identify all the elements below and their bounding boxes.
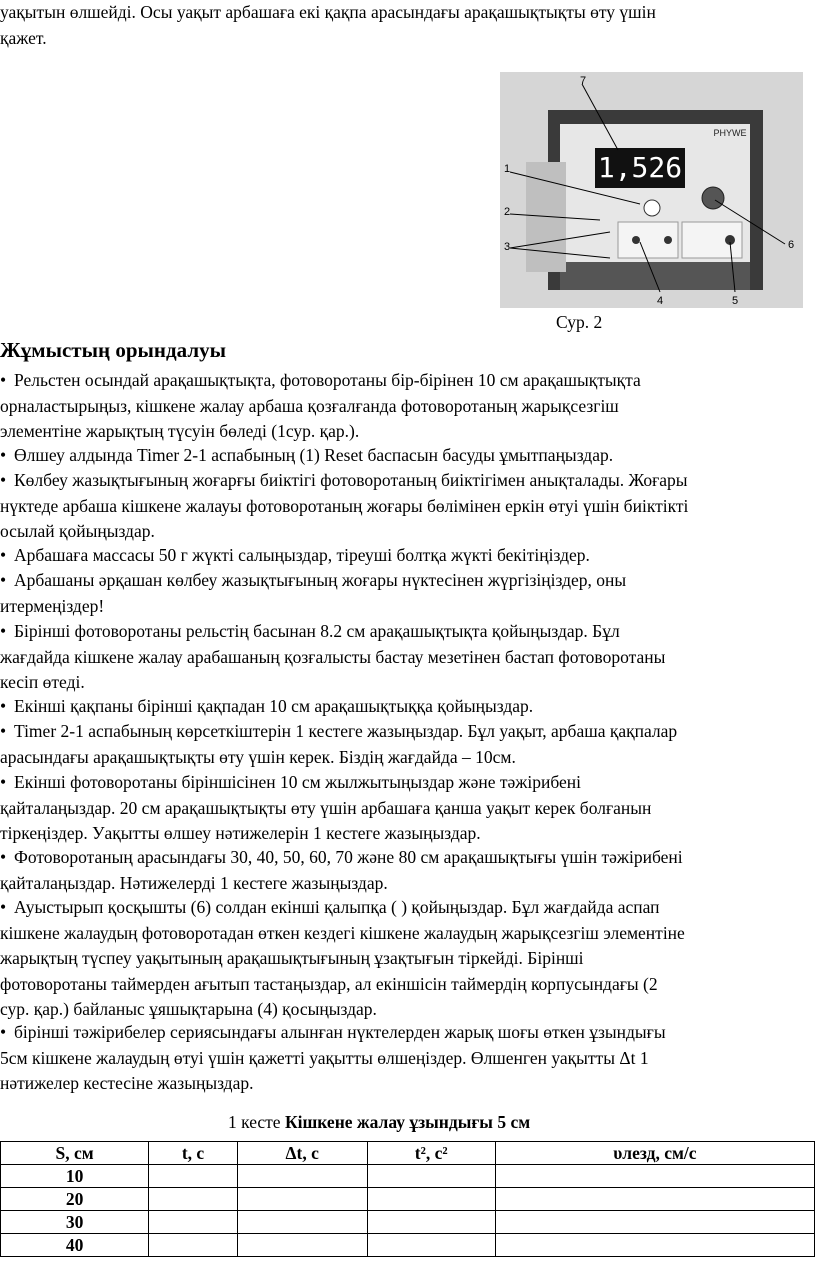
callout-6: 6	[788, 239, 795, 251]
instruction-line: қайталаңыздар. Нәтижелерді 1 кестеге жазыңыздар.	[0, 872, 388, 893]
instruction-line: Арбашаны әрқашан көлбеу жазықтығының жоғары нүктесінен жүргізіңіздер, оны	[14, 570, 627, 590]
table-caption-prefix: 1 кесте	[228, 1112, 281, 1132]
display-readout: 1,526	[597, 151, 683, 184]
instruction-line: Ауыстырып қосқышты (6) солдан екінші қалыпқа ( ) қойыңыздар. Бұл жағдайда аспап	[14, 897, 660, 917]
intro-paragraph	[0, 0, 816, 51]
instruction-item	[0, 368, 816, 445]
instruction-line: нүктеде арбаша кішкене жалауы фотоворотаның жоғары бөлімінен еркін өтуі үшін биіктікті	[0, 495, 689, 516]
instruction-line: Бірінші фотоворотаны рельстің басынан 8.2 см арақашықтықта қойыңыздар. Бұл	[14, 621, 620, 641]
callout-1: 1	[504, 163, 511, 175]
table-row	[1, 1211, 815, 1234]
results-table	[0, 1141, 815, 1257]
instruction-line: тіркеңіздер. Уақытты өлшеу нәтижелерін 1 кестеге жазыңыздар.	[0, 823, 481, 843]
s-cell: 40	[1, 1234, 149, 1257]
instruction-item	[0, 468, 816, 545]
bullet-icon: •	[0, 545, 7, 565]
bullet-icon: •	[0, 721, 7, 741]
instruction-item	[0, 443, 816, 469]
instruction-item	[0, 895, 816, 1023]
instruction-line: арасындағы арақашықтықты өту үшін керек. Біздің жағдайда – 10см.	[0, 746, 516, 767]
bullet-icon: •	[0, 445, 7, 465]
instruction-line: Арбашаға массасы 50 г жүкті салыңыздар, тіреуші болтқа жүкті бекітіңіздер.	[14, 545, 590, 565]
instruction-line: нәтижелер кестесіне жазыңыздар.	[0, 1073, 254, 1093]
instruction-line: 5см кішкене жалаудың өтуі үшін қажетті уақытты өлшеңіздер. Өлшенген уақытты Δt 1	[0, 1047, 649, 1068]
instruction-line: Timer 2-1 аспабының көрсеткіштерін 1 кестеге жазыңыздар. Бұл уақыт, арбаша қақпалар	[14, 721, 678, 741]
table-row	[1, 1234, 815, 1257]
instruction-item	[0, 719, 816, 770]
bullet-icon: •	[0, 570, 7, 590]
callout-7: 7	[580, 75, 587, 87]
bullet-icon: •	[0, 696, 7, 716]
instruction-line: итермеңіздер!	[0, 595, 105, 616]
instruction-line: Екінші қақпаны бірінші қақпадан 10 см арақашықтыққа қойыңыздар.	[14, 696, 534, 716]
callout-3: 3	[504, 241, 511, 253]
instruction-line: орналастырыңыз, кішкене жалау арбаша қозғалғанда фотоворотаның жарықсезгіш	[0, 395, 619, 416]
instruction-line: Рельстен осындай арақашықтықта, фотоворотаны бір-бірінен 10 см арақашықтықта	[14, 370, 641, 390]
s-cell: 10	[1, 1165, 149, 1188]
table-row	[1, 1188, 815, 1211]
table-row	[1, 1165, 815, 1188]
instruction-item	[0, 568, 816, 619]
instruction-line: қайталаңыздар. 20 см арақашықтықты өту үшін арбашаға қанша уақыт керек болғанын	[0, 797, 652, 818]
table-caption-title: Кішкене жалау ұзындығы 5 см	[284, 1112, 531, 1132]
s-cell: 20	[1, 1188, 149, 1211]
brand-label: PHYWE	[713, 128, 747, 138]
table-header-row	[1, 1142, 815, 1165]
instruction-line: бірінші тәжірибелер сериясындағы алынған нүктелерден жарық шоғы өткен ұзындығы	[14, 1022, 666, 1042]
intro-line: уақытын өлшейді. Осы уақыт арбашаға екі қақпа арасындағы арақашықтықты өту үшін	[0, 2, 656, 22]
header-t2: t², с²	[367, 1142, 495, 1165]
instruction-line: Фотоворотаның арасындағы 30, 40, 50, 60, 70 және 80 см арақашықтығы үшін тәжірибені	[14, 847, 683, 867]
bullet-icon: •	[0, 470, 7, 490]
s-cell: 30	[1, 1211, 149, 1234]
instruction-line: Екінші фотоворотаны біріншісінен 10 см жылжытыңыздар және тәжірибені	[14, 772, 581, 792]
header-dt: Δt, с	[237, 1142, 367, 1165]
callout-2: 2	[504, 206, 511, 218]
instruction-line: жарықтың түспеу уақытының арақашықтығының ұзақтығын тіркейді. Бірінші	[0, 948, 584, 968]
instruction-line: фотоворотаны таймерден ағытып тастаңыздар, ал екіншісін таймердің корпусындағы (2	[0, 973, 658, 994]
timer-device-photo	[500, 72, 803, 308]
table-caption	[228, 1112, 530, 1133]
bullet-icon: •	[0, 847, 7, 867]
instruction-line: осылай қойыңыздар.	[0, 521, 155, 541]
instruction-item	[0, 694, 816, 720]
instruction-line: элементіне жарықтың түсуін бөледі (1сур. қар.).	[0, 421, 360, 441]
instruction-item	[0, 845, 816, 896]
callout-4: 4	[657, 295, 664, 307]
instruction-item	[0, 1020, 816, 1097]
intro-line: қажет.	[0, 27, 47, 48]
header-v: υлезд, см/с	[495, 1142, 814, 1165]
header-t: t, с	[149, 1142, 237, 1165]
callout-5: 5	[732, 295, 739, 307]
instruction-line: кесіп өтеді.	[0, 672, 85, 692]
instruction-line: кішкене жалаудың фотоворотадан өткен кездегі кішкене жалаудың жарықсезгіш элементіне	[0, 922, 685, 943]
instruction-line: сур. қар.) байланыс ұяшықтарына (4) қосыңыздар.	[0, 999, 377, 1019]
instruction-line: жағдайда кішкене жалау арабашаның қозғалысты бастау мезетінен бастап фотоворотаны	[0, 646, 666, 667]
bullet-icon: •	[0, 621, 7, 641]
instruction-line: Өлшеу алдында Timer 2-1 аспабының (1) Reset баспасын басуды ұмытпаңыздар.	[14, 445, 614, 465]
instruction-item	[0, 619, 816, 696]
header-s: S, см	[1, 1142, 149, 1165]
section-heading: Жұмыстың орындалуы	[0, 338, 227, 362]
bullet-icon: •	[0, 370, 7, 390]
figure-caption: Сур. 2	[556, 312, 603, 332]
instruction-item	[0, 543, 816, 569]
bullet-icon: •	[0, 1022, 7, 1042]
instruction-item	[0, 770, 816, 847]
bullet-icon: •	[0, 772, 7, 792]
bullet-icon: •	[0, 897, 7, 917]
instruction-line: Көлбеу жазықтығының жоғарғы биіктігі фотоворотаның биіктігімен анықталады. Жоғары	[14, 470, 688, 490]
